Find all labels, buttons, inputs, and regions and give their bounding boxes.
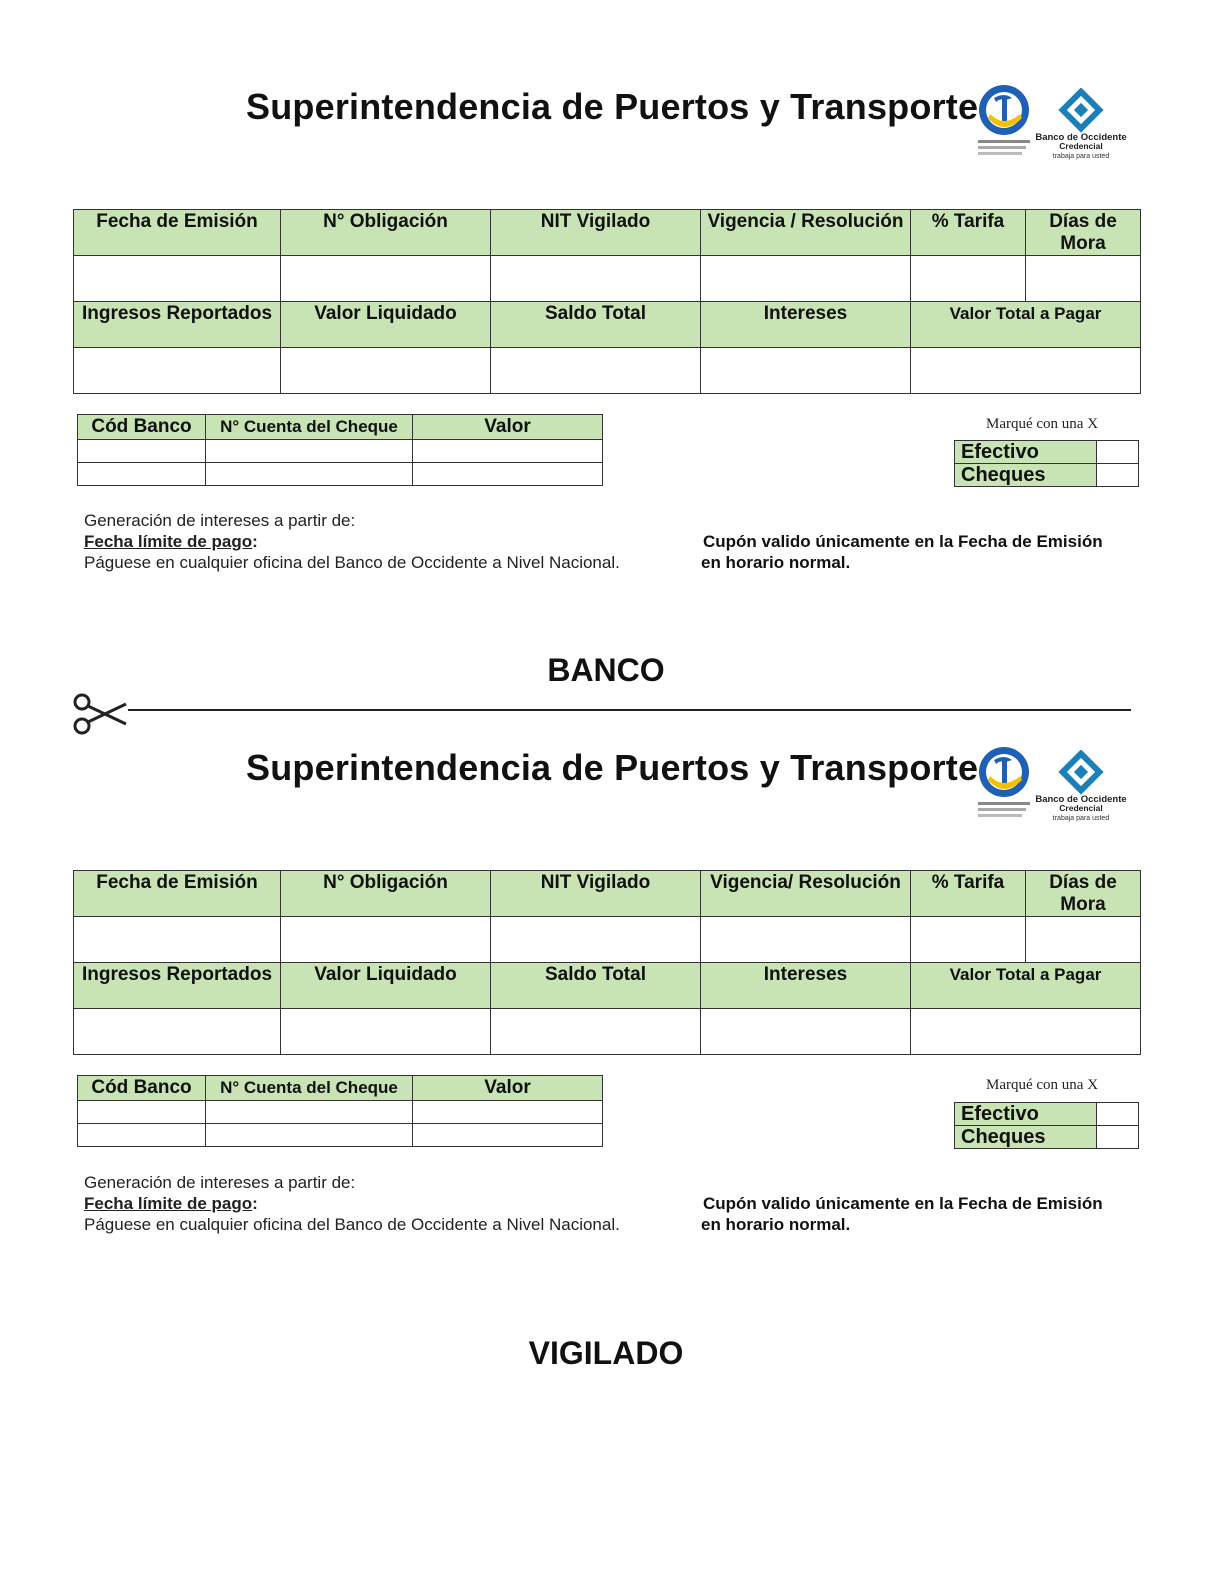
coupon-notice	[701, 531, 1141, 573]
banco-occidente-logo	[1034, 88, 1128, 164]
header-vigencia: Vigencia/ Resolución	[701, 871, 911, 917]
payment-info	[84, 1172, 684, 1235]
payment-cheques-checkbox[interactable]	[1097, 1126, 1139, 1149]
nit-vigilado-value[interactable]	[491, 917, 701, 963]
page-title: Superintendencia de Puertos y Transporte	[246, 747, 979, 788]
header-cod-banco: Cód Banco	[78, 1076, 206, 1101]
liquidation-table	[73, 870, 1141, 1055]
saldo-total-value[interactable]	[491, 1009, 701, 1055]
header-saldo-total: Saldo Total	[491, 302, 701, 348]
payment-efectivo-checkbox[interactable]	[1097, 441, 1139, 464]
cuenta-cheque-cell[interactable]	[206, 1124, 413, 1147]
supertransporte-logo	[976, 746, 1032, 822]
payment-deadline-label: Fecha límite de pago	[84, 1194, 253, 1213]
payment-efectivo-checkbox[interactable]	[1097, 1103, 1139, 1126]
coupon-notice	[701, 1193, 1141, 1235]
payment-efectivo-label: Efectivo	[955, 1103, 1097, 1126]
header-valor-liquidado: Valor Liquidado	[281, 302, 491, 348]
banco-logo-tag: trabaja para usted	[1052, 153, 1110, 160]
obligacion-value[interactable]	[281, 256, 491, 302]
obligacion-value[interactable]	[281, 917, 491, 963]
banco-logo-tag: trabaja para usted	[1052, 815, 1110, 822]
ingresos-reportados-value[interactable]	[74, 1009, 281, 1055]
saldo-total-value[interactable]	[491, 348, 701, 394]
header-valor: Valor	[413, 1076, 603, 1101]
header-fecha-emision: Fecha de Emisión	[74, 871, 281, 917]
scissors-icon	[70, 692, 130, 736]
interest-generation-text: Generación de intereses a partir de:	[84, 511, 356, 530]
banco-logo-sub: Credencial	[1059, 803, 1103, 813]
valor-cell[interactable]	[413, 1124, 603, 1147]
ingresos-reportados-value[interactable]	[74, 348, 281, 394]
header-dias-mora: Días de Mora	[1026, 210, 1141, 256]
intereses-value[interactable]	[701, 348, 911, 394]
fecha-emision-value[interactable]	[74, 917, 281, 963]
dias-mora-value[interactable]	[1026, 917, 1141, 963]
bank-table	[77, 414, 603, 486]
marque-label: Marqué con una X	[986, 416, 1099, 432]
cuenta-cheque-cell[interactable]	[206, 463, 413, 486]
marque-label: Marqué con una X	[986, 1077, 1099, 1093]
header-valor-liquidado: Valor Liquidado	[281, 963, 491, 1009]
payment-office-text: Páguese en cualquier oficina del Banco de Occidente a Nivel Nacional.	[84, 1215, 620, 1234]
cuenta-cheque-cell[interactable]	[206, 440, 413, 463]
cod-banco-cell[interactable]	[78, 1101, 206, 1124]
valor-liquidado-value[interactable]	[281, 348, 491, 394]
payment-deadline-colon: :	[252, 1194, 258, 1213]
header-dias-mora: Días de Mora	[1026, 871, 1141, 917]
cod-banco-cell[interactable]	[78, 440, 206, 463]
tarifa-value[interactable]	[911, 917, 1026, 963]
vigencia-value[interactable]	[701, 256, 911, 302]
valor-cell[interactable]	[413, 1101, 603, 1124]
header-cod-banco: Cód Banco	[78, 415, 206, 440]
payment-deadline-colon: :	[252, 532, 258, 551]
supertransporte-logo	[976, 84, 1032, 160]
header-ingresos-reportados: Ingresos Reportados	[74, 963, 281, 1009]
valor-total-value[interactable]	[911, 348, 1141, 394]
header-vigencia: Vigencia / Resolución	[701, 210, 911, 256]
payment-efectivo-label: Efectivo	[955, 441, 1097, 464]
intereses-value[interactable]	[701, 1009, 911, 1055]
payment-cheques-label: Cheques	[955, 1126, 1097, 1149]
payment-cheques-checkbox[interactable]	[1097, 464, 1139, 487]
valor-cell[interactable]	[413, 463, 603, 486]
header-intereses: Intereses	[701, 302, 911, 348]
payment-deadline-label: Fecha límite de pago	[84, 532, 253, 551]
coupon-notice-line2: en horario normal.	[701, 553, 851, 572]
header-tarifa: % Tarifa	[911, 210, 1026, 256]
tarifa-value[interactable]	[911, 256, 1026, 302]
header-fecha-emision: Fecha de Emisión	[74, 210, 281, 256]
banco-logo-sub: Credencial	[1059, 141, 1103, 151]
header-ingresos-reportados: Ingresos Reportados	[74, 302, 281, 348]
coupon-notice-line1: Cupón valido únicamente en la Fecha de Emisión	[703, 1194, 1103, 1213]
header-cuenta-cheque: N° Cuenta del Cheque	[206, 415, 413, 440]
header-saldo-total: Saldo Total	[491, 963, 701, 1009]
dias-mora-value[interactable]	[1026, 256, 1141, 302]
header-nit-vigilado: NIT Vigilado	[491, 210, 701, 256]
liquidation-table	[73, 209, 1141, 394]
payment-method-table	[954, 440, 1139, 487]
cod-banco-cell[interactable]	[78, 1124, 206, 1147]
payment-method-table	[954, 1102, 1139, 1149]
page-title: Superintendencia de Puertos y Transporte	[246, 86, 979, 127]
header-tarifa: % Tarifa	[911, 871, 1026, 917]
valor-cell[interactable]	[413, 440, 603, 463]
cod-banco-cell[interactable]	[78, 463, 206, 486]
header-valor-total: Valor Total a Pagar	[911, 302, 1141, 348]
interest-generation-text: Generación de intereses a partir de:	[84, 1173, 356, 1192]
section-label-banco: BANCO	[547, 652, 665, 688]
payment-office-text: Páguese en cualquier oficina del Banco de Occidente a Nivel Nacional.	[84, 553, 620, 572]
cut-line	[128, 709, 1131, 711]
header-nit-vigilado: NIT Vigilado	[491, 871, 701, 917]
header-intereses: Intereses	[701, 963, 911, 1009]
payment-info	[84, 510, 684, 573]
header-obligacion: N° Obligación	[281, 210, 491, 256]
valor-liquidado-value[interactable]	[281, 1009, 491, 1055]
cuenta-cheque-cell[interactable]	[206, 1101, 413, 1124]
payment-deadline	[84, 531, 684, 552]
header-obligacion: N° Obligación	[281, 871, 491, 917]
coupon-notice-line1: Cupón valido únicamente en la Fecha de Emisión	[703, 532, 1103, 551]
coupon-notice-line2: en horario normal.	[701, 1215, 851, 1234]
header-valor: Valor	[413, 415, 603, 440]
vigencia-value[interactable]	[701, 917, 911, 963]
nit-vigilado-value[interactable]	[491, 256, 701, 302]
fecha-emision-value[interactable]	[74, 256, 281, 302]
banco-logo-name: Banco de Occidente	[1035, 132, 1127, 143]
header-valor-total: Valor Total a Pagar	[911, 963, 1141, 1009]
valor-total-value[interactable]	[911, 1009, 1141, 1055]
payment-deadline	[84, 1193, 684, 1214]
banco-occidente-logo	[1034, 750, 1128, 826]
section-label-vigilado: VIGILADO	[528, 1335, 684, 1371]
payment-cheques-label: Cheques	[955, 464, 1097, 487]
bank-table	[77, 1075, 603, 1147]
header-cuenta-cheque: N° Cuenta del Cheque	[206, 1076, 413, 1101]
banco-logo-name: Banco de Occidente	[1035, 794, 1127, 805]
